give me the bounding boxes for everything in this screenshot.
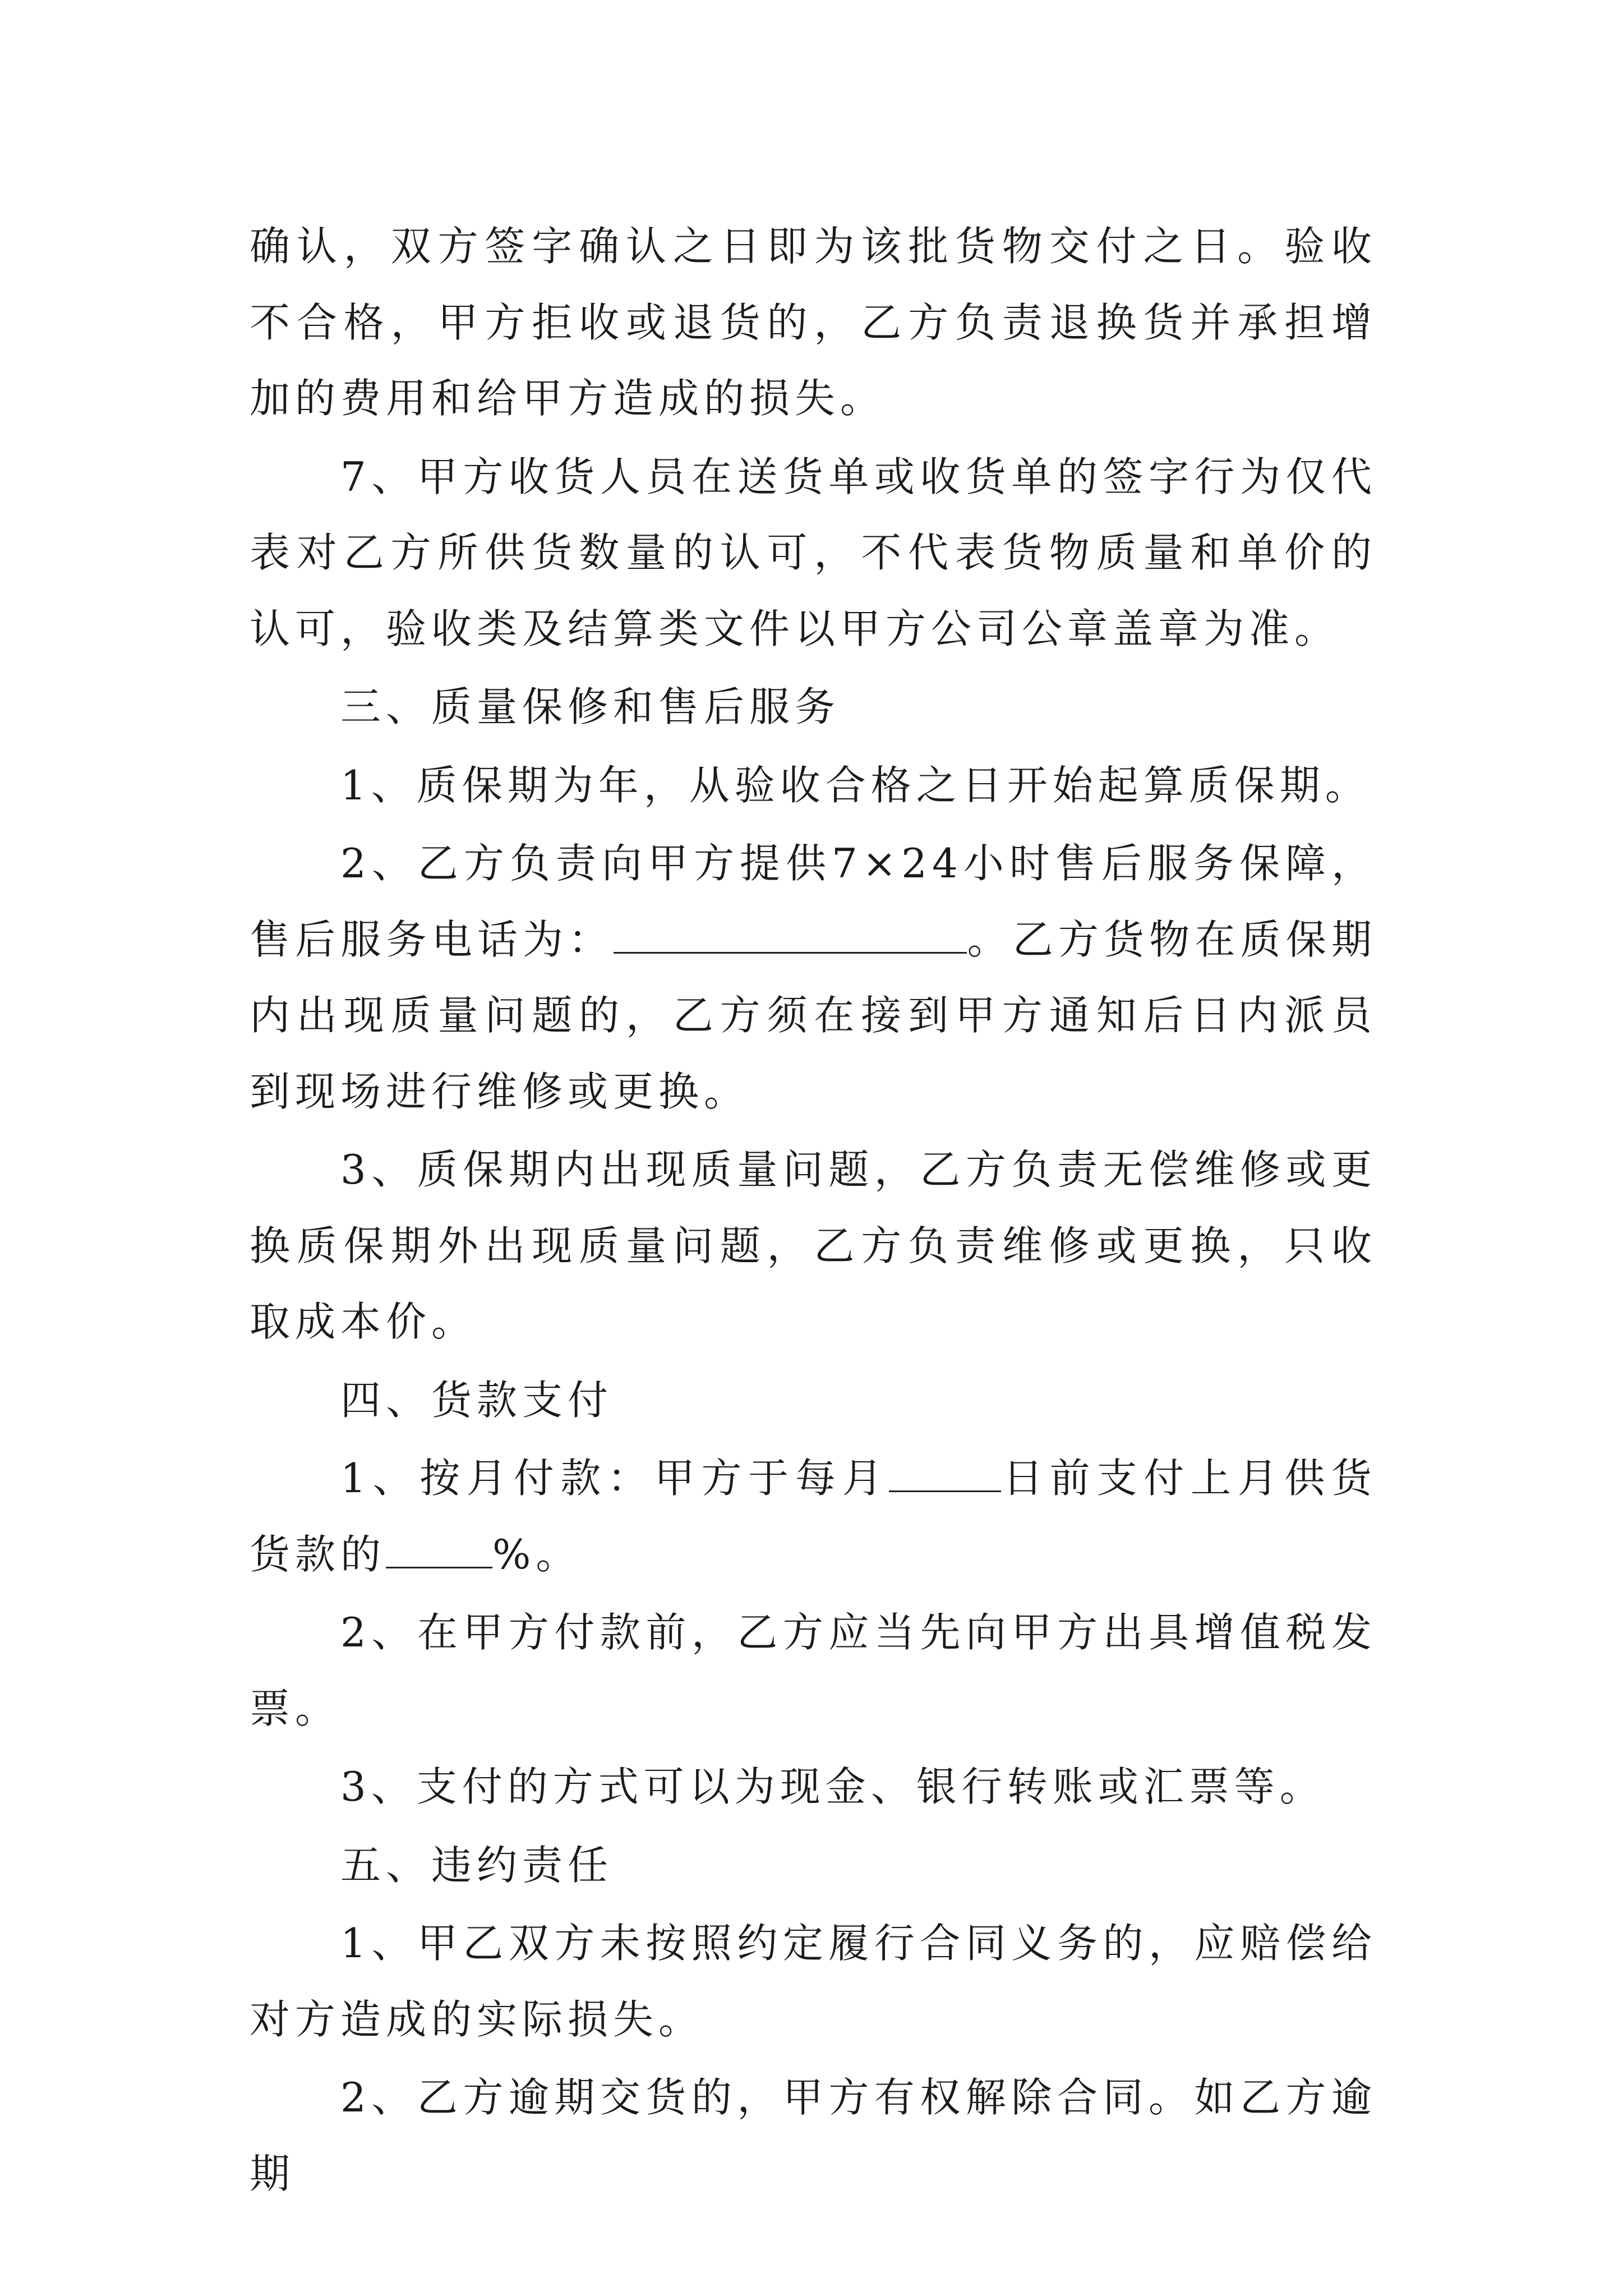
paragraph-breach-compensation [250,1906,1377,2058]
paragraph-text: 7、甲方收货人员在送货单或收货单的签字行为仅代表对乙方所供货数量的认可，不代表货物质量和单价的认可，验收类及结算类文件以甲方公司公章盖章为准。 [250,453,1377,652]
phone-blank-line [614,918,967,954]
payment-percent-blank-line [386,1533,492,1568]
paragraph-invoice [250,1595,1377,1747]
paragraph-text: 1、甲乙双方未按照约定履行合同义务的，应赔偿给对方造成的实际损失。 [250,1920,1377,2043]
paragraph-text: 1、质保期为年，从验收合格之日开始起算质保期。 [340,761,1371,809]
paragraph-text: 1、按月付款：甲方于每月 [340,1455,889,1502]
paragraph-late-delivery [250,2060,1377,2212]
paragraph-warranty-period [250,748,1377,824]
paragraph-text: 3、质保期内出现质量问题，乙方负责无偿维修或更换质保期外出现质量问题，乙方负责维修或更换，只收取成本价。 [250,1146,1377,1345]
payment-day-blank-line [889,1457,1001,1492]
paragraph-item-7 [250,439,1377,668]
section-heading-5: 五、违约责任 [340,1841,614,1889]
paragraph-text: 2、乙方逾期交货的，甲方有权解除合同。如乙方逾期 [250,2074,1377,2197]
paragraph-payment-method [250,1749,1377,1825]
paragraph-text: 日前支付上月供货货款的 [250,1455,1377,1578]
paragraph-text: %。 [492,1530,582,1578]
paragraph-text: 2、乙方负责向甲方提供7×24小时售后服务保障，售后服务电话为： [250,840,1377,963]
paragraph-text: 。乙方货物在质保期内出现质量问题的，乙方须在接到甲方通知后日内派员到现场进行维修或更换。 [250,915,1377,1115]
paragraph-text: 2、在甲方付款前，乙方应当先向甲方出具增值税发票。 [250,1609,1377,1732]
paragraph-after-sales-service [250,826,1377,1130]
paragraph-acceptance-confirmation [250,209,1377,437]
section-heading-4: 四、货款支付 [340,1376,614,1424]
section-heading-3: 三、质量保修和售后服务 [340,683,841,730]
document-body [250,209,1377,2212]
paragraph-warranty-repair [250,1132,1377,1360]
paragraph-text: 3、支付的方式可以为现金、银行转账或汇票等。 [340,1763,1325,1810]
paragraph-text: 确认，双方签字确认之日即为该批货物交付之日。验收不合格，甲方拒收或退货的，乙方负责退换货并承担增加的费用和给甲方造成的损失。 [250,223,1377,422]
paragraph-monthly-payment [250,1441,1377,1593]
